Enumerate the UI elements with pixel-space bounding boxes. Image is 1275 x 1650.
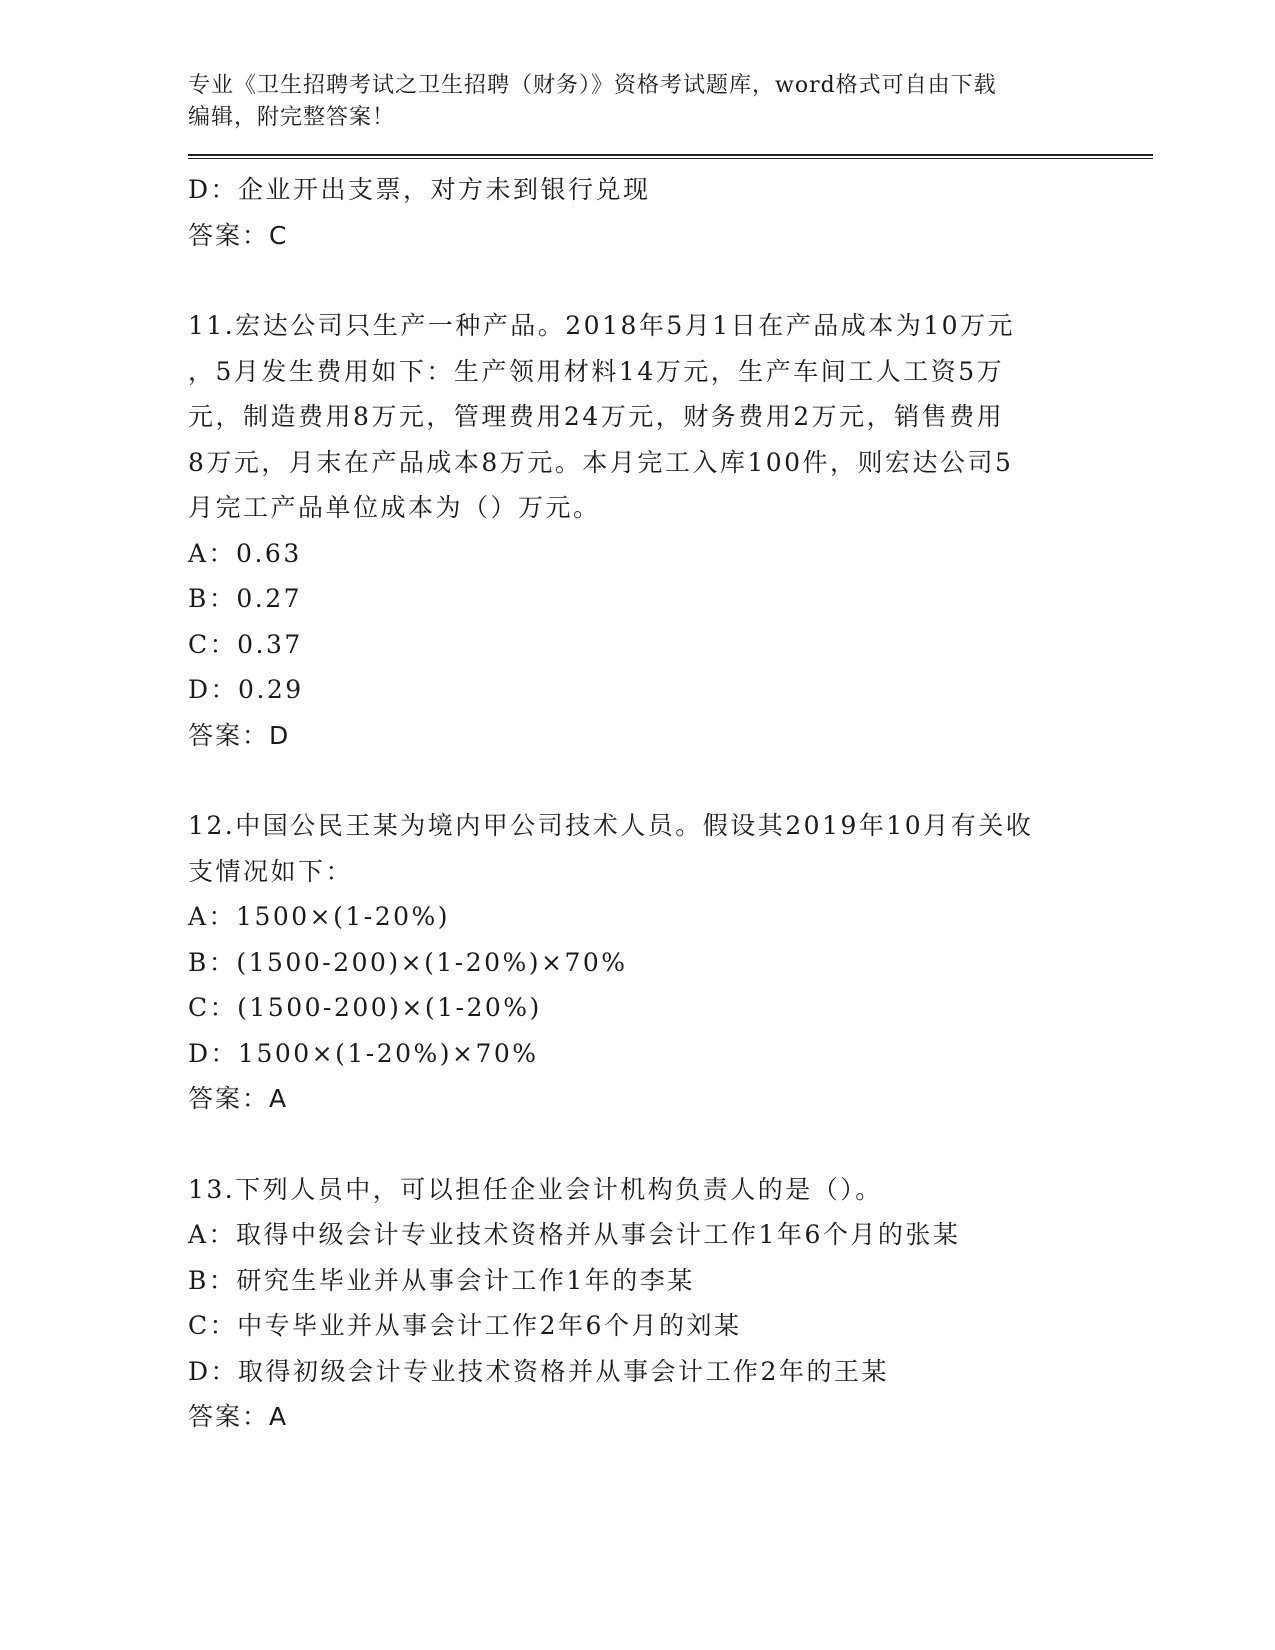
header-line-2: 编辑，附完整答案！ (188, 105, 396, 130)
question-11 (188, 303, 1148, 758)
spacer (188, 258, 1148, 303)
option-d: D：企业开出支票，对方未到银行兑现 (188, 175, 651, 204)
option-a: A：取得中级会计专业技术资格并从事会计工作1年6个月的张某 (188, 1220, 961, 1249)
question-text-line: 支情况如下： (188, 856, 354, 886)
option-b: B：0.27 (188, 584, 303, 613)
document-page (188, 70, 1148, 1440)
answer: 答案：A (188, 1402, 289, 1431)
answer: 答案：C (188, 220, 289, 250)
document-header (188, 70, 1068, 134)
answer: 答案：A (188, 1084, 289, 1113)
spacer (188, 758, 1148, 803)
question-text-line: 月完工产品单位成本为（）万元。 (188, 493, 601, 522)
question-text-line: 12.中国公民王某为境内甲公司技术人员。假设其2019年10月有关收 (188, 811, 1034, 840)
option-d: D：1500×(1-20%)×70% (188, 1038, 539, 1068)
option-c: C：中专毕业并从事会计工作2年6个月的刘某 (188, 1311, 742, 1340)
header-line-1: 专业《卫生招聘考试之卫生招聘（财务）》资格考试题库，word格式可自由下载 (188, 73, 997, 98)
question-text-line: 11.宏达公司只生产一种产品。2018年5月1日在产品成本为10万元 (188, 311, 1016, 340)
option-a: A：1500×(1-20%) (188, 902, 451, 931)
option-d: D：取得初级会计专业技术资格并从事会计工作2年的王某 (188, 1356, 889, 1386)
option-c: C：0.37 (188, 629, 303, 659)
question-text-line: 8万元，月末在产品成本8万元。本月完工入库100件，则宏达公司5 (188, 447, 1014, 477)
previous-question-tail (188, 167, 1148, 258)
option-b: B：(1500-200)×(1-20%)×70% (188, 947, 628, 977)
header-divider (188, 154, 1153, 159)
question-12 (188, 803, 1148, 1122)
answer: 答案：D (188, 720, 291, 750)
option-d: D：0.29 (188, 675, 304, 704)
option-a: A：0.63 (188, 538, 302, 568)
question-text-line: ，5月发生费用如下：生产领用材料14万元，生产车间工人工资5万 (188, 356, 1005, 386)
option-c: C：(1500-200)×(1-20%) (188, 993, 542, 1022)
question-text-line: 元，制造费用8万元，管理费用24万元，财务费用2万元，销售费用 (188, 402, 1005, 431)
question-text-line: 13.下列人员中，可以担任企业会计机构负责人的是（）。 (188, 1174, 883, 1204)
option-b: B：研究生毕业并从事会计工作1年的李某 (188, 1265, 695, 1295)
question-13 (188, 1167, 1148, 1440)
spacer (188, 1122, 1148, 1167)
